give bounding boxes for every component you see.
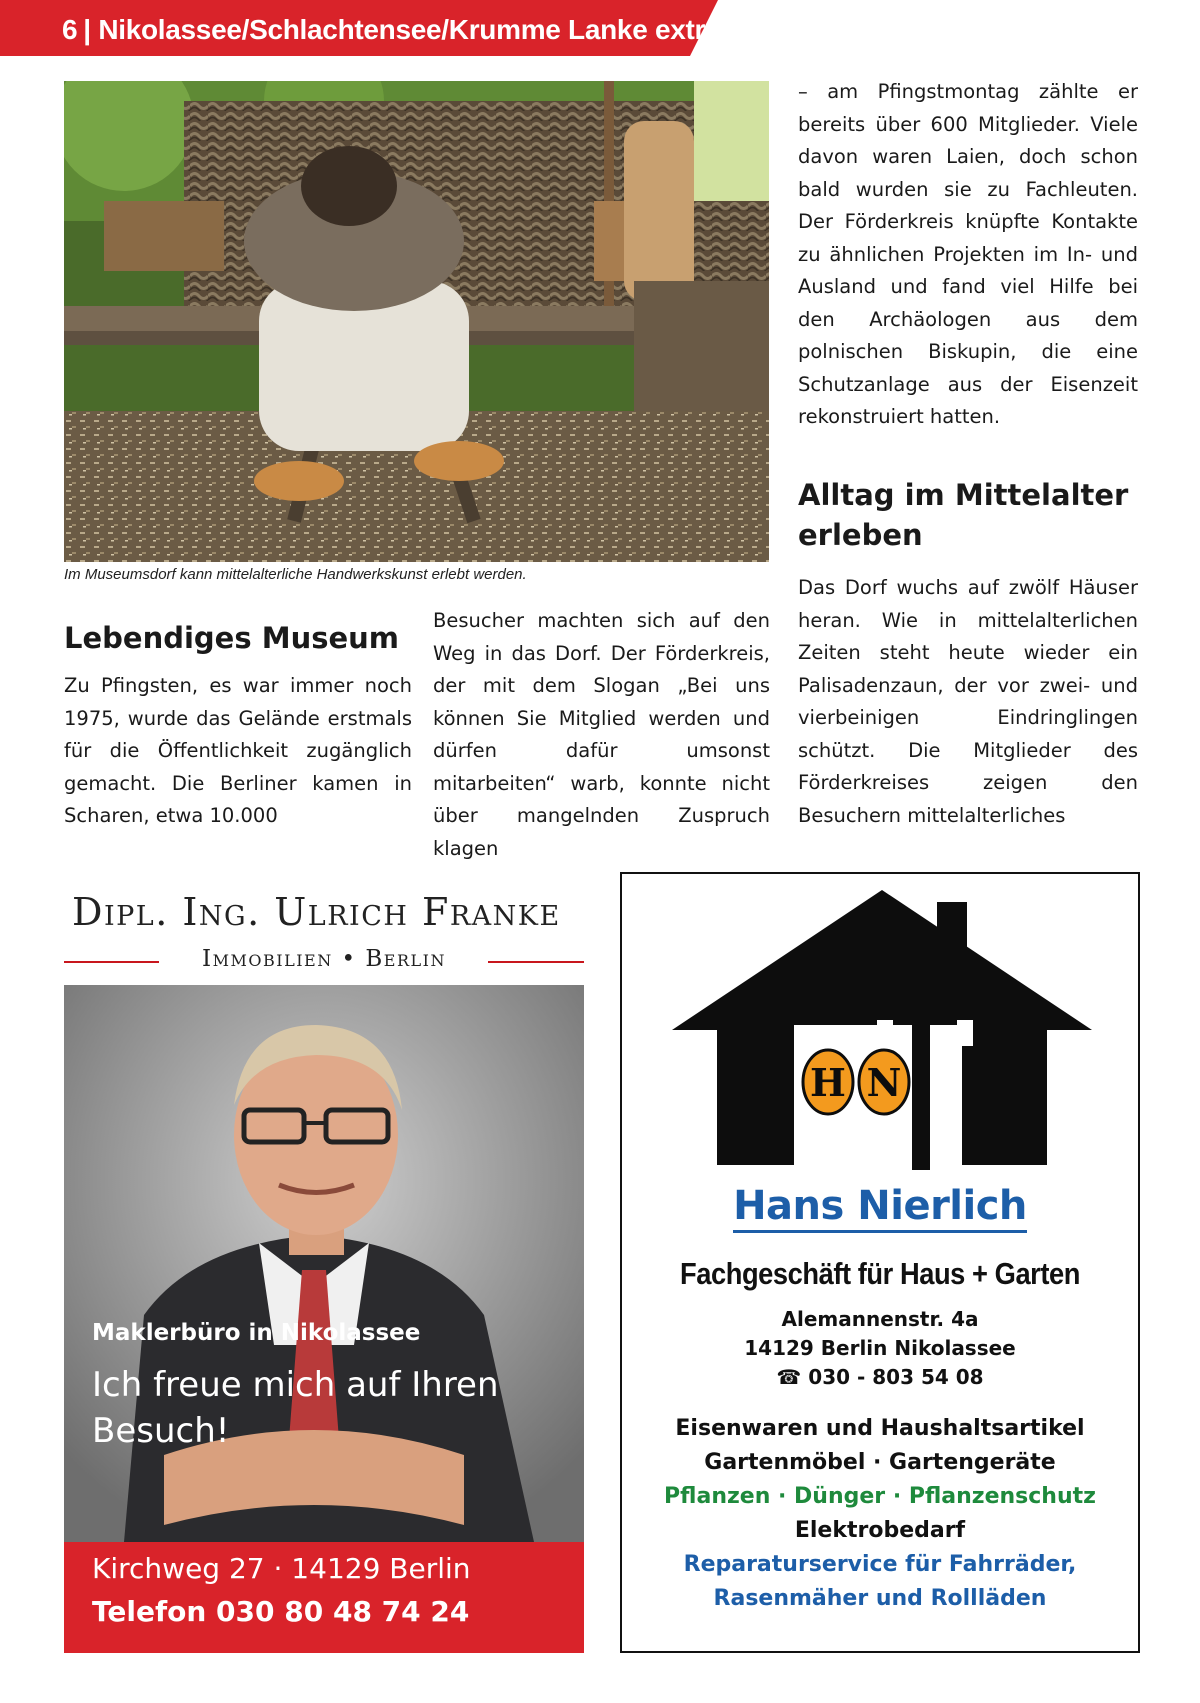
heading-alltag-im-mittelalter: Alltag im Mittelalter erleben [798,478,1129,552]
logo-letter-h: H [810,1060,846,1105]
nierlich-ad-address [620,1305,1140,1392]
photo-caption: Im Museumsdorf kann mittelalterliche Handwerkskunst erlebt werden. [64,566,527,583]
nierlich-house-logo [672,880,1092,1174]
craftsman-photo [64,81,769,562]
service-line-5: Reparaturservice für Fahrräder, [683,1552,1077,1577]
column-1-text: Zu Pfingsten, es war immer noch 1975, wurde das Gelände erstmals für die Öffentlichkeit zugänglich gemacht. Die Berliner kamen in Scharen, etwa 10.000 [64,674,412,827]
franke-ad-subtitle: Immobilien • Berlin [202,946,446,972]
article-column-1 [64,670,412,833]
nierlich-city: 14129 Berlin Nikolassee [744,1336,1016,1360]
header-title [62,12,720,48]
house-icon [672,880,1092,1170]
article-column-2 [433,605,770,865]
franke-ad-slogan: Ich freue mich auf Ihren Besuch! [92,1365,499,1451]
page-number: 6 [62,14,78,45]
column-3-bottom-text: Das Dorf wuchs auf zwölf Häuser heran. Wie in mittelalterlichen Zeiten steht heute wieder ein Palisadenzaun, der vor zwei- und vierbeinigen Eindringlingen schützt. Die Mitglieder des Förderkreises zeigen den Besuchern mittelalterliches [798,576,1138,827]
nierlich-name-text: Hans Nierlich [733,1183,1027,1233]
column-3-top-text: – am Pfingstmontag zählte er bereits über 600 Mitglieder. Viele davon waren Laien, doch schon bald wurden sie zu Fachleuten. Der Förderkreis knüpfte Kontakte zu ähnlichen Projekten im In- und Ausland und fand viel Hilfe bei den Archäologen aus dem polnischen Biskupin, die eine Schutzanlage aus der Eisenzeit rekonstruiert hatten. [798,80,1138,428]
franke-ad-name: Dipl. Ing. Ulrich Franke [72,890,561,934]
nierlich-phone: ☎ 030 - 803 54 08 [776,1365,984,1389]
franke-ad-subtitle-row [64,946,584,976]
service-line-6: Rasenmäher und Rollläden [713,1586,1047,1611]
nierlich-ad-services [620,1412,1140,1616]
nierlich-street: Alemannenstr. 4a [781,1307,979,1331]
franke-portrait [64,985,584,1542]
nierlich-ad-tagline: Fachgeschäft für Haus + Garten [680,1256,1080,1291]
service-line-2: Gartenmöbel · Gartengeräte [704,1450,1056,1475]
service-line-3: Pflanzen · Dünger · Pflanzenschutz [664,1484,1096,1509]
subtitle-rule-right [488,961,584,963]
craftsman-illustration [64,81,769,562]
heading-lebendiges-museum: Lebendiges Museum [64,621,400,655]
article-column-3-bottom [798,572,1138,832]
nierlich-ad-name [620,1183,1140,1229]
service-line-1: Eisenwaren und Haushaltsartikel [675,1416,1085,1441]
portrait-illustration [64,985,584,1542]
franke-ad-phone: Telefon 030 80 48 74 24 [92,1595,470,1628]
article-column-3-top [798,76,1138,434]
publication-title: Nikolassee/Schlachtensee/Krumme Lanke extra [98,14,721,45]
logo-letter-n: N [866,1060,902,1105]
franke-ad-address: Kirchweg 27 · 14129 Berlin [92,1552,471,1585]
column-2-text: Besucher machten sich auf den Weg in das Dorf. Der Förderkreis, der mit dem Slogan „Bei uns können Sie Mitglied werden und dürfen dafür umsonst mitarbeiten“ warb, konnte nicht über mangelnden Zuspruch klagen [433,609,770,860]
header-separator: | [83,14,91,45]
franke-ad-office: Maklerbüro in Nikolassee [92,1320,421,1346]
service-line-4: Elektrobedarf [794,1518,966,1543]
page-header [0,0,1200,56]
